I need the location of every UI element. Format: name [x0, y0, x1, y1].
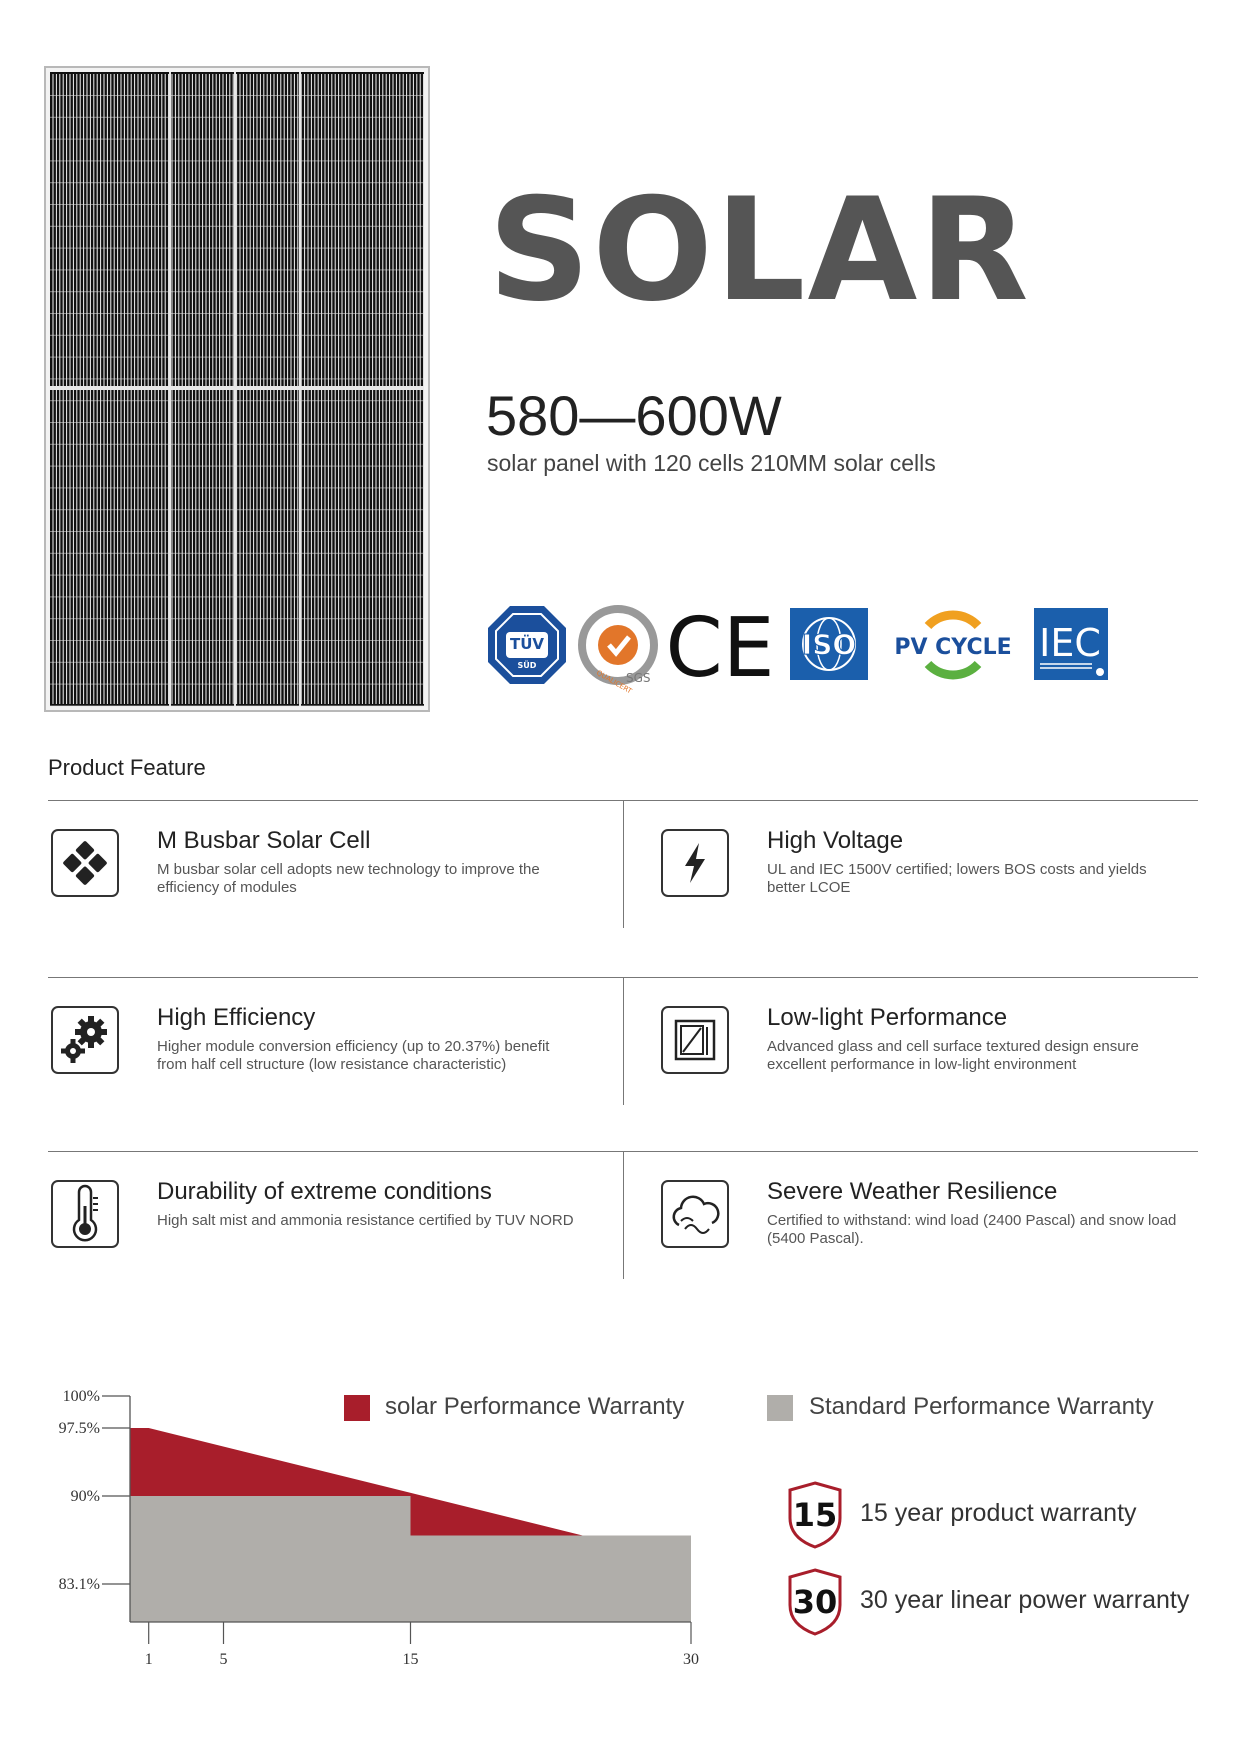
x-tick-label: 30 [683, 1651, 699, 1668]
feature-title: M Busbar Solar Cell [157, 827, 371, 854]
page-title: SOLAR [488, 168, 1031, 333]
svg-text:SÜD: SÜD [517, 661, 537, 670]
iec-logo [1034, 604, 1108, 686]
svg-text:IEC: IEC [1039, 621, 1101, 665]
lightning-icon [661, 829, 729, 897]
svg-text:CE: CE [665, 601, 775, 696]
warranty-chart [0, 1380, 720, 1680]
svg-text:30: 30 [792, 1583, 838, 1621]
feature-description: M busbar solar cell adopts new technology to improve the efficiency of modules [157, 861, 540, 896]
x-tick-label: 5 [219, 1651, 228, 1668]
divider [623, 977, 624, 1105]
warranty-15-badge [786, 1480, 844, 1550]
legend-swatch-solar [344, 1395, 370, 1421]
feature-title: High Efficiency [157, 1004, 316, 1031]
svg-text:TÜV: TÜV [509, 635, 545, 653]
thermometer-icon [51, 1180, 119, 1248]
feature-title: Low-light Performance [767, 1004, 1008, 1031]
svg-text:ISO: ISO [801, 628, 857, 661]
feature-description: UL and IEC 1500V certified; lowers BOS costs and yields better LCOE [767, 861, 1147, 896]
ce-mark-logo [665, 601, 775, 696]
feature-description: High salt mist and ammonia resistance certified by TUV NORD [157, 1212, 574, 1229]
feature-description: Certified to withstand: wind load (2400 Pascal) and snow load (5400 Pascal). [767, 1212, 1177, 1247]
divider [623, 1151, 624, 1279]
legend-label-solar: solar Performance Warranty [385, 1393, 685, 1420]
legend-label-standard: Standard Performance Warranty [809, 1393, 1154, 1420]
svg-text:15: 15 [792, 1496, 838, 1534]
y-tick-label: 100% [62, 1388, 100, 1405]
pv-cycle-logo [888, 604, 1018, 686]
warranty-15-text: 15 year product warranty [860, 1499, 1137, 1527]
svg-text:SGS: SGS [626, 671, 651, 685]
feature-title: High Voltage [767, 827, 904, 854]
product-subtitle: solar panel with 120 cells 210MM solar cells [487, 450, 936, 476]
x-tick-label: 1 [144, 1651, 153, 1668]
section-heading: Product Feature [48, 755, 206, 780]
feature-description: Advanced glass and cell surface textured design ensure excellent performance in low-light environment [767, 1038, 1139, 1073]
y-tick-label: 83.1% [58, 1576, 100, 1593]
feature-title: Severe Weather Resilience [767, 1178, 1058, 1205]
divider [623, 800, 624, 928]
warranty-30-text: 30 year linear power warranty [860, 1586, 1190, 1614]
tuv-sud-logo [486, 604, 568, 686]
series-standard-area [130, 1496, 691, 1622]
low-light-icon [661, 1006, 729, 1074]
svg-text:PV CYCLE: PV CYCLE [894, 635, 1012, 660]
svg-text:QUALICERT: QUALICERT [595, 668, 634, 696]
weather-icon [661, 1180, 729, 1248]
feature-description: Higher module conversion efficiency (up to 20.37%) benefit from half cell structure (low resistance characteristic) [157, 1038, 550, 1073]
gears-icon [51, 1006, 119, 1074]
x-tick-label: 15 [402, 1651, 419, 1668]
legend-swatch-standard [767, 1395, 793, 1421]
feature-title: Durability of extreme conditions [157, 1178, 492, 1205]
solar-panel-image [44, 66, 430, 712]
wattage-range: 580—600W [486, 384, 782, 447]
sgs-logo [576, 604, 660, 696]
y-tick-label: 97.5% [58, 1420, 100, 1437]
cells-icon [51, 829, 119, 897]
iso-logo [790, 604, 868, 686]
y-tick-label: 90% [70, 1488, 100, 1505]
warranty-30-badge [786, 1567, 844, 1637]
